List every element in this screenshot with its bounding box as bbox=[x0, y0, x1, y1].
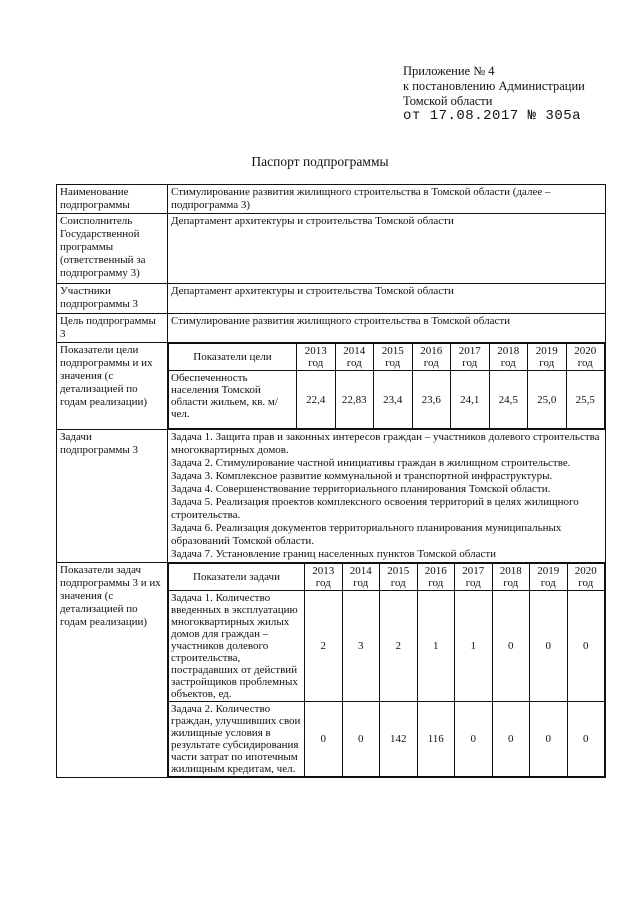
value-cell: 25,0 bbox=[528, 371, 567, 429]
goal-indicators-cell bbox=[168, 343, 606, 430]
header-label: Показатели цели bbox=[169, 344, 297, 371]
year-header: 2013 год bbox=[305, 564, 343, 591]
goal-indicators-table bbox=[168, 343, 605, 429]
value-cell: 0 bbox=[567, 702, 605, 777]
task-item: Задача 3. Комплексное развитие коммунальной и транспортной инфраструктуры. bbox=[171, 470, 553, 482]
approval-header bbox=[403, 64, 585, 124]
row-label: Наименование подпрограммы bbox=[57, 185, 168, 214]
value-cell: 0 bbox=[567, 591, 605, 702]
row-value: Департамент архитектуры и строительства Томской области bbox=[168, 284, 606, 314]
row-tasks bbox=[57, 430, 606, 563]
task-item: Задача 4. Совершенствование территориального планирования Томской области. bbox=[171, 483, 551, 495]
indicator-name: Обеспеченность населения Томской области жильем, кв. м/чел. bbox=[169, 371, 297, 429]
indicator-name: Задача 1. Количество введенных в эксплуатацию многоквартирных жилых домов для граждан – участников долевого строительства, пострадавших от действий застройщиков проблемных объектов, ед. bbox=[169, 591, 305, 702]
year-header: 2019 год bbox=[528, 344, 567, 371]
value-cell: 0 bbox=[342, 702, 380, 777]
task-indicator-row bbox=[169, 702, 605, 777]
value-cell: 24,1 bbox=[451, 371, 490, 429]
value-cell: 1 bbox=[417, 591, 455, 702]
appendix-number: Приложение № 4 bbox=[403, 64, 495, 78]
header-label: Показатели задачи bbox=[169, 564, 305, 591]
row-label: Соисполнитель Государственной программы (ответственный за подпрограмму 3) bbox=[57, 214, 168, 284]
value-cell: 1 bbox=[455, 591, 493, 702]
row-coexecutor bbox=[57, 214, 606, 284]
task-indicator-row bbox=[169, 591, 605, 702]
resolution-date-number: от 17.08.2017 № 305а bbox=[403, 108, 582, 124]
row-goal-indicators bbox=[57, 343, 606, 430]
task-item: Задача 6. Реализация документов территориального планирования муниципальных образований Томской области. bbox=[171, 522, 562, 547]
value-cell: 22,4 bbox=[297, 371, 336, 429]
task-item: Задача 2. Стимулирование частной инициативы граждан в жилищном строительстве. bbox=[171, 457, 571, 469]
value-cell: 23,6 bbox=[412, 371, 451, 429]
value-cell: 2 bbox=[380, 591, 418, 702]
page-title: Паспорт подпрограммы bbox=[251, 154, 389, 169]
value-cell: 25,5 bbox=[566, 371, 605, 429]
value-cell: 2 bbox=[305, 591, 343, 702]
year-header: 2015 год bbox=[374, 344, 413, 371]
year-header: 2015 год bbox=[380, 564, 418, 591]
year-header: 2020 год bbox=[566, 344, 605, 371]
value-cell: 0 bbox=[305, 702, 343, 777]
value-cell: 24,5 bbox=[489, 371, 528, 429]
row-participants bbox=[57, 284, 606, 314]
row-label: Участники подпрограммы 3 bbox=[57, 284, 168, 314]
region-name: Томской области bbox=[403, 94, 493, 108]
task-indicators-cell bbox=[168, 563, 606, 778]
year-header: 2014 год bbox=[335, 344, 374, 371]
task-item: Задача 1. Защита прав и законных интересов граждан – участников долевого строительства многоквартирных домов. bbox=[171, 431, 600, 456]
indicator-name: Задача 2. Количество граждан, улучшивших свои жилищные условия в результате субсидирования части затрат по ипотечным жилищным кредитам, чел. bbox=[169, 702, 305, 777]
row-value: Стимулирование развития жилищного строительства в Томской области bbox=[168, 314, 606, 343]
value-cell: 142 bbox=[380, 702, 418, 777]
year-header: 2017 год bbox=[451, 344, 490, 371]
row-name bbox=[57, 185, 606, 214]
row-label: Показатели задач подпрограммы 3 и их значения (с детализацией по годам реализации) bbox=[57, 563, 168, 778]
task-item: Задача 5. Реализация проектов комплексного освоения территорий в целях жилищного строительства. bbox=[171, 496, 579, 521]
value-cell: 22,83 bbox=[335, 371, 374, 429]
task-item: Задача 7. Установление границ населенных пунктов Томской области bbox=[171, 548, 497, 560]
year-header: 2018 год bbox=[489, 344, 528, 371]
value-cell: 23,4 bbox=[374, 371, 413, 429]
value-cell: 0 bbox=[530, 591, 568, 702]
goal-indicator-row bbox=[169, 371, 605, 429]
resolution-ref: к постановлению Администрации bbox=[403, 79, 585, 93]
row-label: Показатели цели подпрограммы и их значения (с детализацией по годам реализации) bbox=[57, 343, 168, 430]
row-value: Департамент архитектуры и строительства Томской области bbox=[168, 214, 606, 284]
goal-indicators-header bbox=[169, 344, 605, 371]
row-goal bbox=[57, 314, 606, 343]
value-cell: 0 bbox=[492, 702, 530, 777]
value-cell: 0 bbox=[530, 702, 568, 777]
passport-table bbox=[56, 184, 606, 778]
year-header: 2017 год bbox=[455, 564, 493, 591]
task-indicators-header bbox=[169, 564, 605, 591]
row-label: Задачи подпрограммы 3 bbox=[57, 430, 168, 563]
year-header: 2013 год bbox=[297, 344, 336, 371]
year-header: 2016 год bbox=[417, 564, 455, 591]
row-label: Цель подпрограммы 3 bbox=[57, 314, 168, 343]
row-task-indicators bbox=[57, 563, 606, 778]
year-header: 2020 год bbox=[567, 564, 605, 591]
value-cell: 0 bbox=[492, 591, 530, 702]
value-cell: 0 bbox=[455, 702, 493, 777]
tasks-list bbox=[168, 430, 606, 563]
row-value: Стимулирование развития жилищного строительства в Томской области (далее – подпрограмма 3) bbox=[168, 185, 606, 214]
year-header: 2018 год bbox=[492, 564, 530, 591]
value-cell: 3 bbox=[342, 591, 380, 702]
value-cell: 116 bbox=[417, 702, 455, 777]
task-indicators-table bbox=[168, 563, 605, 777]
year-header: 2014 год bbox=[342, 564, 380, 591]
year-header: 2019 год bbox=[530, 564, 568, 591]
year-header: 2016 год bbox=[412, 344, 451, 371]
